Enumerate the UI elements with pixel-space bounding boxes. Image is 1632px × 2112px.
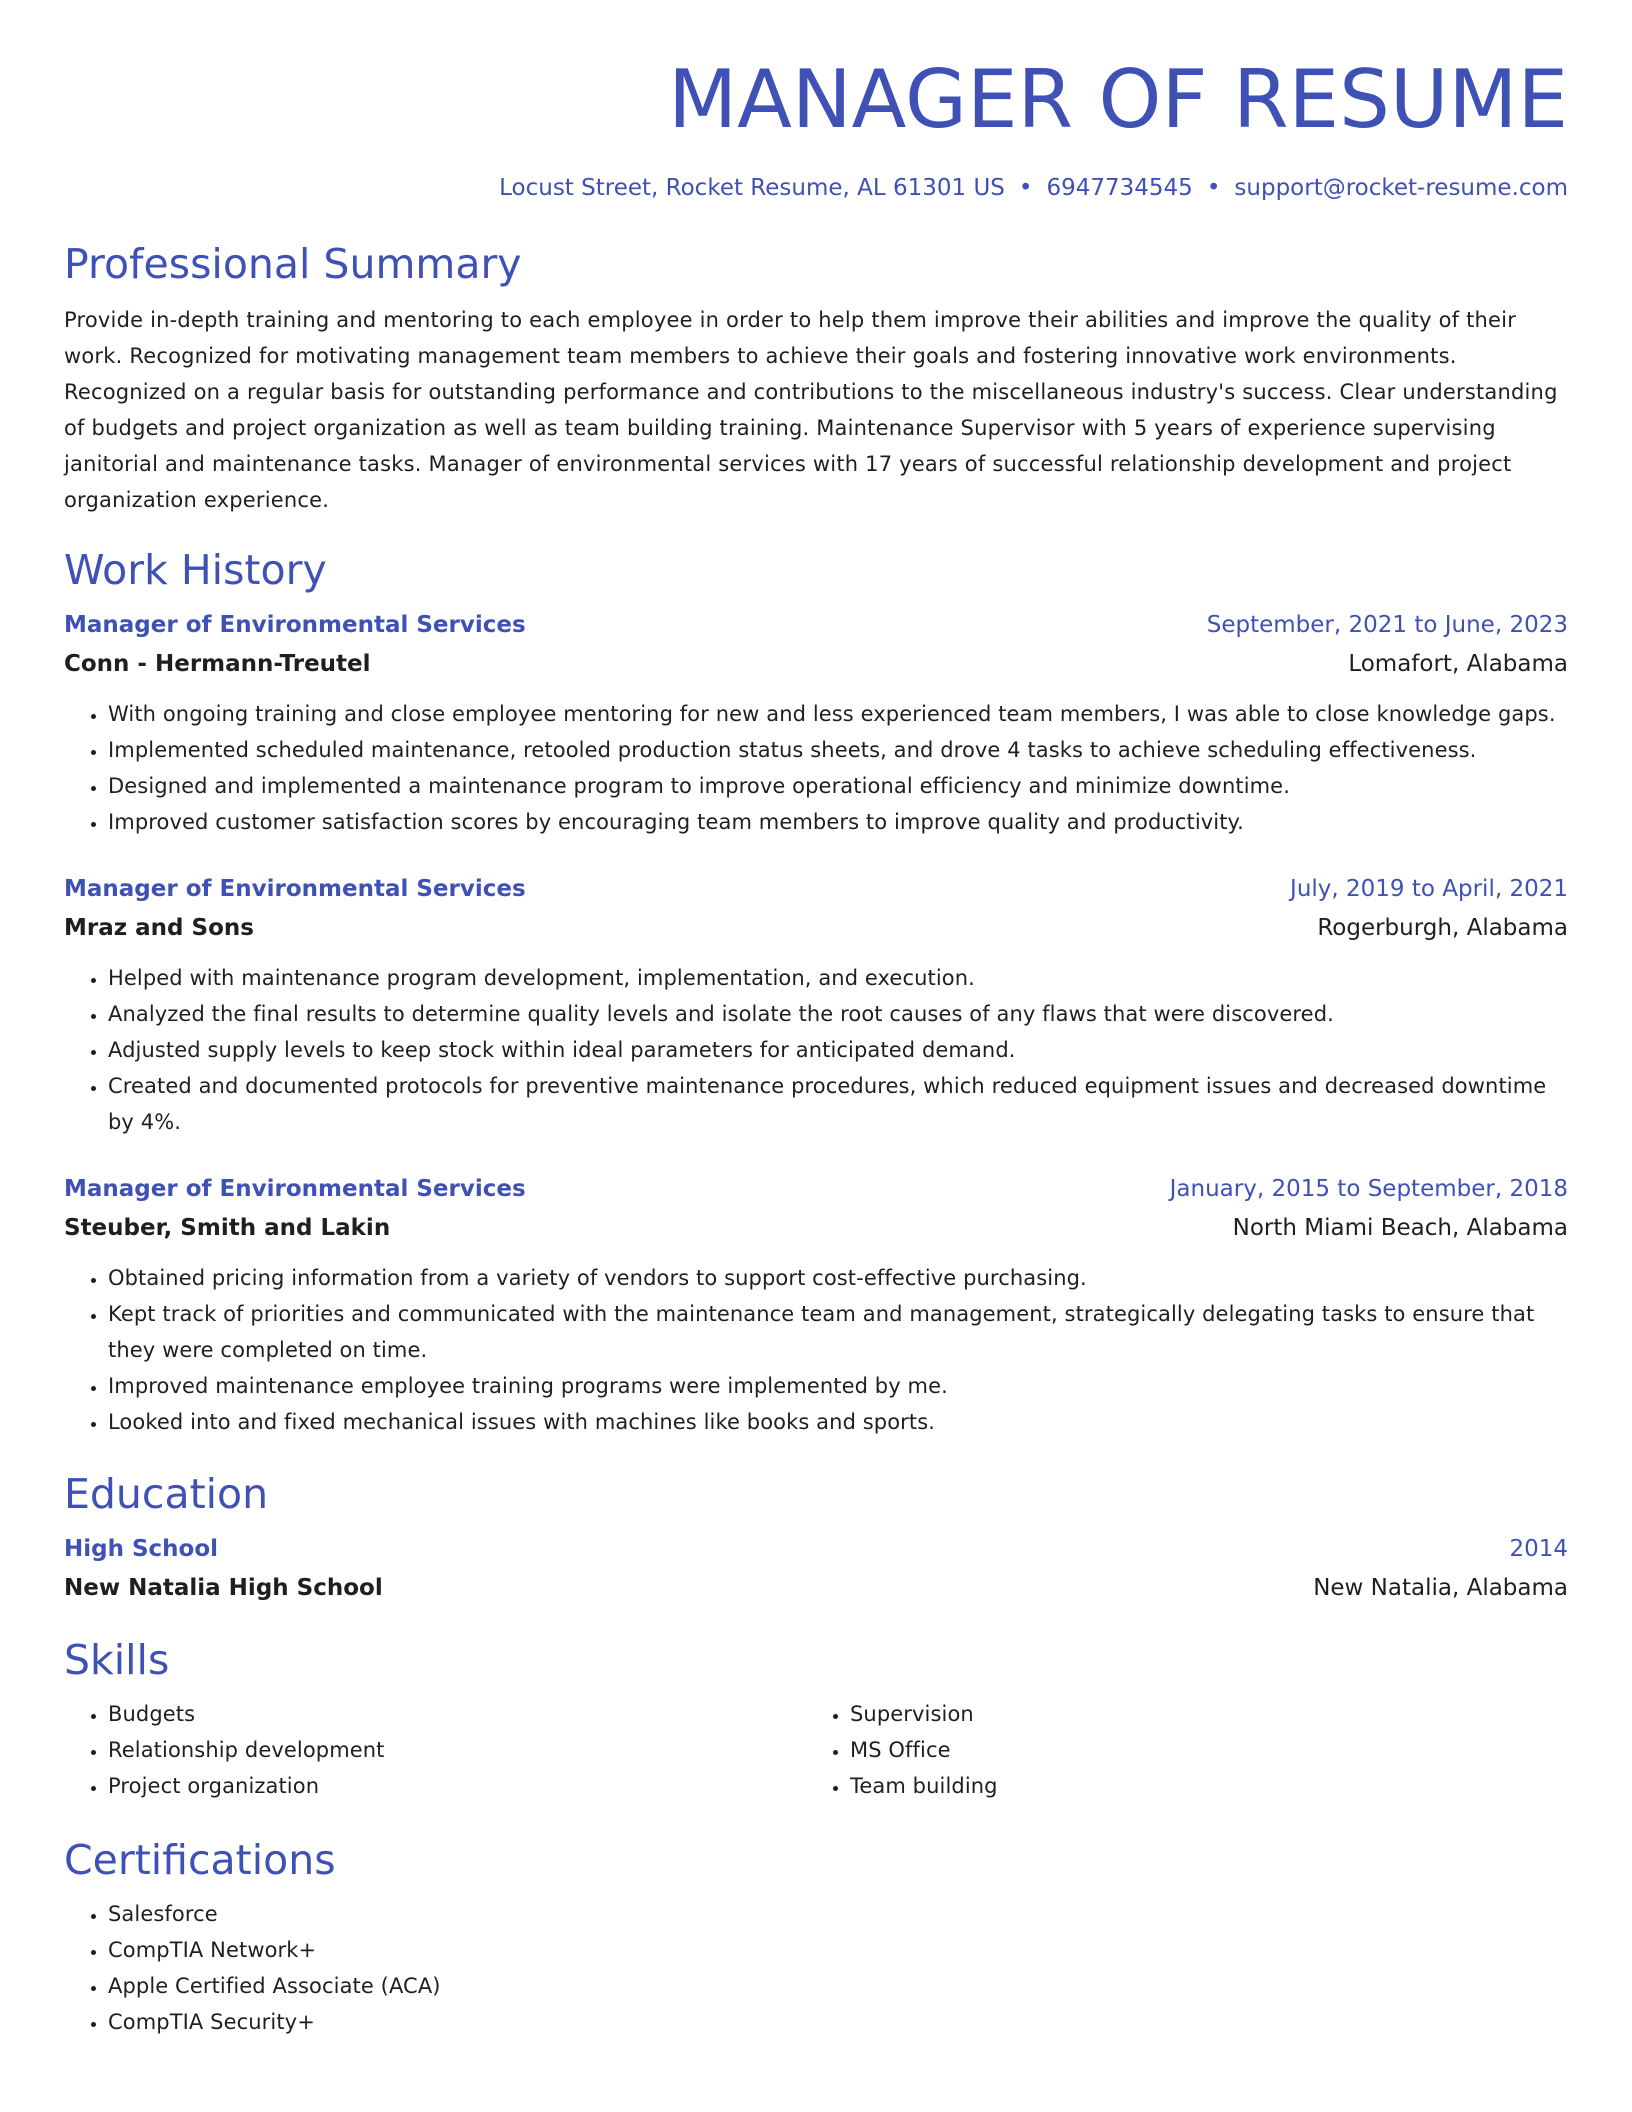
job-company: Mraz and Sons (64, 915, 254, 941)
skill-item: • Team building (850, 1768, 1548, 1804)
job-bullet: • Kept track of priorities and communicated with the maintenance team and management, strategically delegating tasks to ensure that they were completed on time. (108, 1296, 1568, 1368)
certification-item: • CompTIA Network+ (108, 1932, 1568, 1968)
education-heading: Education (64, 1470, 269, 1518)
education-degree: High School (64, 1536, 219, 1562)
job-bullet: • Looked into and fixed mechanical issues with machines like books and sports. (108, 1404, 1568, 1440)
contact-email: support@rocket-resume.com (1234, 175, 1568, 201)
job-company: Steuber, Smith and Lakin (64, 1215, 391, 1241)
certification-item: • Salesforce (108, 1896, 1568, 1932)
certifications-list (64, 1896, 1568, 2040)
job-title: Manager of Environmental Services (64, 876, 526, 902)
skills-list (806, 1696, 1548, 1804)
certification-item: • CompTIA Security+ (108, 2004, 1568, 2040)
skills-column-right (806, 1696, 1548, 1804)
job-dates: January, 2015 to September, 2018 (1169, 1176, 1568, 1202)
summary-text: Provide in-depth training and mentoring to each employee in order to help them improve their abilities and improve the quality of their work. Recognized for motivating management team members to achieve their goals and fostering innovative work environments. Recognized on a regular basis for outstanding performance and contributions to the miscellaneous industry's success. Clear understanding of budgets and project organization as well as team building training. Maintenance Supervisor with 5 years of experience supervising janitorial and maintenance tasks. Manager of environmental services with 17 years of successful relationship development and project organization experience. (64, 308, 1558, 512)
job-dates: July, 2019 to April, 2021 (1290, 876, 1568, 902)
skill-item: • MS Office (850, 1732, 1548, 1768)
job-dates: September, 2021 to June, 2023 (1206, 612, 1568, 638)
job-title: Manager of Environmental Services (64, 612, 526, 638)
resume-name: MANAGER OF RESUME (668, 53, 1568, 146)
job-bullet: • Improved customer satisfaction scores by encouraging team members to improve quality and productivity. (108, 804, 1568, 840)
education-year: 2014 (1509, 1536, 1568, 1562)
skill-item: • Supervision (850, 1696, 1548, 1732)
job-bullet: • Helped with maintenance program development, implementation, and execution. (108, 960, 1568, 996)
job-entry (64, 606, 1568, 840)
job-location: Lomafort, Alabama (1348, 651, 1568, 677)
skills-heading: Skills (64, 1636, 170, 1684)
skills-column-left (64, 1696, 806, 1804)
job-entry (64, 870, 1568, 1140)
job-entry (64, 1170, 1568, 1440)
job-company: Conn - Hermann-Treutel (64, 651, 371, 677)
work-history-heading: Work History (64, 546, 327, 594)
job-title: Manager of Environmental Services (64, 1176, 526, 1202)
job-location: Rogerburgh, Alabama (1317, 915, 1568, 941)
job-bullet: • Improved maintenance employee training programs were implemented by me. (108, 1368, 1568, 1404)
job-bullet: • Obtained pricing information from a variety of vendors to support cost-effective purchasing. (108, 1260, 1568, 1296)
job-bullet: • Created and documented protocols for preventive maintenance procedures, which reduced equipment issues and decreased downtime by 4%. (108, 1068, 1568, 1140)
education-entry (64, 1530, 1568, 1608)
job-bullet: • Adjusted supply levels to keep stock within ideal parameters for anticipated demand. (108, 1032, 1568, 1068)
skills-list (64, 1696, 806, 1804)
contact-separator: • (1018, 175, 1033, 201)
job-location: North Miami Beach, Alabama (1232, 1215, 1568, 1241)
certifications-heading: Certifications (64, 1836, 336, 1884)
job-bullets (64, 960, 1568, 1140)
education-school: New Natalia High School (64, 1575, 383, 1601)
job-bullets (64, 696, 1568, 840)
skills-grid (64, 1696, 1568, 1804)
contact-line (64, 172, 1568, 204)
skill-item: • Budgets (108, 1696, 806, 1732)
education-location: New Natalia, Alabama (1313, 1575, 1568, 1601)
skill-item: • Project organization (108, 1768, 806, 1804)
contact-separator: • (1206, 175, 1221, 201)
job-bullet: • Analyzed the final results to determine quality levels and isolate the root causes of any flaws that were discovered. (108, 996, 1568, 1032)
certification-item: • Apple Certified Associate (ACA) (108, 1968, 1568, 2004)
job-bullet: • With ongoing training and close employee mentoring for new and less experienced team members, I was able to close knowledge gaps. (108, 696, 1568, 732)
job-bullets (64, 1260, 1568, 1440)
contact-address: Locust Street, Rocket Resume, AL 61301 US (499, 175, 1005, 201)
resume-page (64, 0, 1568, 2040)
job-bullet: • Implemented scheduled maintenance, retooled production status sheets, and drove 4 tasks to achieve scheduling effectiveness. (108, 732, 1568, 768)
contact-phone: 6947734545 (1046, 175, 1193, 201)
job-bullet: • Designed and implemented a maintenance program to improve operational efficiency and minimize downtime. (108, 768, 1568, 804)
summary-heading: Professional Summary (64, 240, 522, 288)
skill-item: • Relationship development (108, 1732, 806, 1768)
